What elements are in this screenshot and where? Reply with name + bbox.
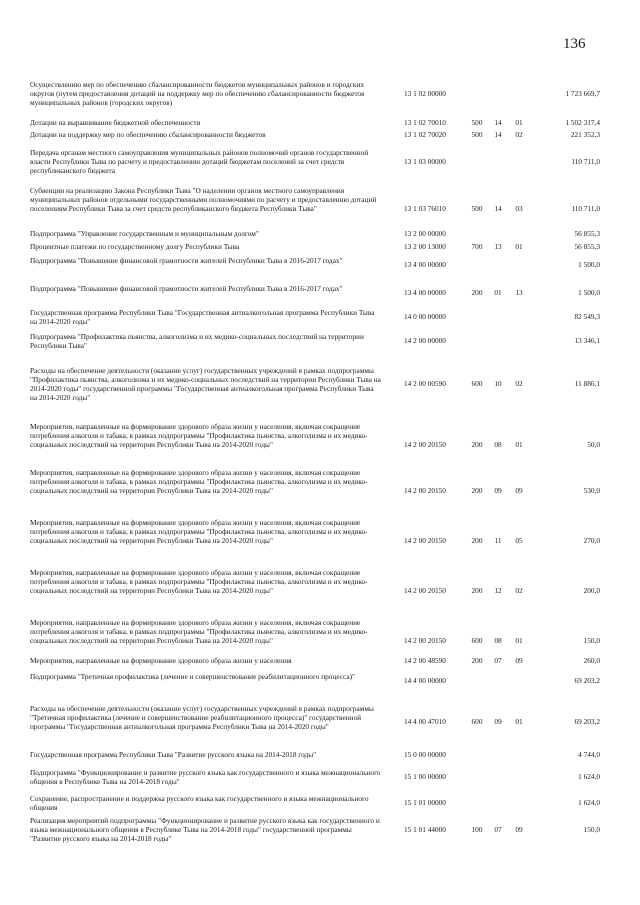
row-expense-type: 200 <box>471 536 483 545</box>
row-name: Осуществлению мер по обеспечению сбалансированности бюджетов муниципальных районов и городских округов (путем предоставления дотаций на поддержку мер по обеспечению сбалансированности бюджетов муниципальных районов (городских округов) <box>30 80 365 107</box>
row-section: 14 <box>494 204 502 213</box>
row-section: 14 <box>494 118 502 127</box>
row-expense-type: 700 <box>471 242 483 251</box>
row-subsection: 01 <box>515 440 523 449</box>
row-amount: 56 855,3 <box>574 242 600 251</box>
row-code: 14 2 00 20150 <box>404 440 446 449</box>
row-subsection: 09 <box>515 656 523 665</box>
row-code: 13 1 02 70010 <box>404 118 446 127</box>
row-section: 09 <box>494 717 502 726</box>
row-expense-type: 500 <box>471 130 483 139</box>
row-name: Мероприятия, направленные на формирование здорового образа жизни у населения, включая сокращение потребления алкоголя и табака, в рамках подпрограммы "Профилактика пьянства, алкоголизма и их медико-социальных последствий на территории Республики Тыва на 2014-2020 годы" <box>30 618 368 645</box>
row-code: 14 2 00 20150 <box>404 536 446 545</box>
row-amount: 11 886,1 <box>574 379 600 388</box>
row-amount: 82 549,3 <box>574 312 600 321</box>
row-amount: 260,0 <box>583 656 600 665</box>
row-name: Подпрограмма "Повышение финансовой грамотности жителей Республики Тыва в 2016-2017 годах" <box>30 284 343 293</box>
row-amount: 150,0 <box>583 825 600 834</box>
row-code: 15 1 01 00000 <box>404 798 446 807</box>
row-name: Расходы на обеспечение деятельности (оказание услуг) государственных учреждений в рамках подпрограммы "Профилактика пьянства, алкоголизма и их медико-социальных последствий на территории Республики Тыва на 2014-2020 годы" государственной программы "Государственная антиалкогольная программа Республики Тыва на 2014-2020 годы" <box>30 366 381 402</box>
row-amount: 110 711,0 <box>571 204 600 213</box>
row-subsection: 01 <box>515 636 523 645</box>
row-code: 13 2 00 00000 <box>404 229 446 238</box>
row-code: 14 2 00 20150 <box>404 586 446 595</box>
row-expense-type: 100 <box>471 825 483 834</box>
row-section: 14 <box>494 130 502 139</box>
row-subsection: 05 <box>515 536 523 545</box>
row-amount: 1 624,0 <box>578 772 600 781</box>
row-code: 13 1 02 00000 <box>404 89 446 98</box>
row-name: Мероприятия, направленные на формирование здорового образа жизни у населения, включая сокращение потребления алкоголя и табака, в рамках подпрограммы "Профилактика пьянства, алкоголизма и их медико-социальных последствий на территории Республики Тыва на 2014-2020 годы" <box>30 568 368 595</box>
row-name: Дотации на поддержку мер по обеспечению сбалансированности бюджетов <box>30 130 266 139</box>
row-name: Реализация мероприятий подпрограммы "Функционирование и развитие русского языка как государственного и языка межнационального общения в Республике Тыва на 2014-2018 годы" государственной программы "Развитие русского языка на 2014-2018 годы" <box>30 816 380 843</box>
row-name: Государственная программа Республики Тыва "Развитие русского языка на 2014-2018 годы" <box>30 750 317 759</box>
row-section: 12 <box>494 586 502 595</box>
row-code: 14 4 00 47010 <box>404 717 446 726</box>
row-code: 13 4 00 00000 <box>404 260 446 269</box>
row-name: Субвенции на реализацию Закона Республики Тыва "О наделении органов местного самоуправления муниципальных районов отдельными государственными полномочиями по расчету и предоставлению дотаций поселениям Республики Тыва за счет средств республиканского бюджета Республики Тыва" <box>30 186 377 213</box>
row-code: 13 1 03 00000 <box>404 157 446 166</box>
row-subsection: 13 <box>515 288 523 297</box>
row-name: Подпрограмма "Функционирование и развитие русского языка как государственного и языка межнационального общения в Республике Тыва на 2014-2018 годы" <box>30 768 381 786</box>
row-amount: 69 203,2 <box>574 676 600 685</box>
row-name: Подпрограмма "Управление государственным и муниципальным долгом" <box>30 229 259 238</box>
row-expense-type: 600 <box>471 717 483 726</box>
row-code: 15 0 00 00000 <box>404 750 446 759</box>
row-subsection: 02 <box>515 586 523 595</box>
row-name: Мероприятия, направленные на формирование здорового образа жизни у населения, включая сокращение потребления алкоголя и табака, в рамках подпрограммы "Профилактика пьянства, алкоголизма и их медико-социальных последствий на территории Республики Тыва на 2014-2020 годы" <box>30 422 368 449</box>
row-expense-type: 600 <box>471 636 483 645</box>
row-name: Подпрограмма "Профилактика пьянства, алкоголизма и их медико-социальных последствий на территории Республики Тыва" <box>30 332 364 350</box>
row-expense-type: 200 <box>471 288 483 297</box>
row-expense-type: 500 <box>471 204 483 213</box>
row-code: 14 2 00 20150 <box>404 486 446 495</box>
row-section: 11 <box>494 536 502 545</box>
row-subsection: 09 <box>515 825 523 834</box>
row-amount: 1 500,0 <box>578 260 600 269</box>
row-amount: 221 352,3 <box>570 130 600 139</box>
row-name: Мероприятия, направленные на формирование здорового образа жизни у населения, включая сокращение потребления алкоголя и табака, в рамках подпрограммы "Профилактика пьянства, алкоголизма и их медико-социальных последствий на территории Республики Тыва на 2014-2020 годы" <box>30 518 368 545</box>
row-code: 14 2 00 48590 <box>404 656 446 665</box>
row-code: 13 4 00 00000 <box>404 288 446 297</box>
row-name: Подпрограмма "Третичная профилактика (лечение и совершенствование реабилитационного процесса)" <box>30 672 355 681</box>
row-expense-type: 500 <box>471 118 483 127</box>
row-amount: 1 723 669,7 <box>565 89 600 98</box>
row-expense-type: 200 <box>471 440 483 449</box>
row-code: 13 2 00 13000 <box>404 242 446 251</box>
row-amount: 1 624,0 <box>578 798 600 807</box>
row-subsection: 01 <box>515 717 523 726</box>
row-name: Государственная программа Республики Тыва "Государственная антиалкогольная программа Республики Тыва на 2014-2020 годы" <box>30 308 375 326</box>
row-subsection: 01 <box>515 118 523 127</box>
row-name: Подпрограмма "Повышение финансовой грамотности жителей Республики Тыва в 2016-2017 годах" <box>30 256 343 265</box>
row-code: 15 1 01 44000 <box>404 825 446 834</box>
row-name: Расходы на обеспечение деятельности (оказание услуг) государственных учреждений в рамках подпрограммы "Третичная профилактика (лечение и совершенствование реабилитационного процесса)" государственной программы "Государственная антиалкогольная программа Республики Тыва на 2014-2020 годы" <box>30 704 374 731</box>
row-amount: 150,0 <box>583 636 600 645</box>
row-section: 10 <box>494 379 502 388</box>
row-code: 14 4 00 00000 <box>404 676 446 685</box>
row-section: 07 <box>494 825 502 834</box>
row-subsection: 09 <box>515 486 523 495</box>
row-code: 14 2 00 00590 <box>404 379 446 388</box>
row-name: Дотации на выравнивание бюджетной обеспеченности <box>30 118 201 127</box>
row-amount: 1 500,0 <box>578 288 600 297</box>
row-section: 08 <box>494 440 502 449</box>
row-amount: 4 744,0 <box>578 750 600 759</box>
row-amount: 13 346,1 <box>574 336 600 345</box>
row-section: 13 <box>494 242 502 251</box>
row-code: 15 1 00 00000 <box>404 772 446 781</box>
row-section: 01 <box>494 288 502 297</box>
row-code: 13 1 02 70020 <box>404 130 446 139</box>
row-name: Передача органам местного самоуправления муниципальных районов полномочий органов государственной власти Республики Тыва по расчету и предоставлению дотаций бюджетам поселений за счет средств республиканского бюджета <box>30 148 369 175</box>
row-section: 08 <box>494 636 502 645</box>
row-name: Мероприятия, направленные на формирование здорового образа жизни у населения <box>30 656 292 665</box>
row-amount: 56 855,3 <box>574 229 600 238</box>
row-name: Сохранение, распространение и поддержка русского языка как государственного и языка межнационального общения <box>30 794 369 812</box>
row-subsection: 02 <box>515 379 523 388</box>
row-section: 07 <box>494 656 502 665</box>
row-name: Мероприятия, направленные на формирование здорового образа жизни у населения, включая сокращение потребления алкоголя и табака, в рамках подпрограммы "Профилактика пьянства, алкоголизма и их медико-социальных последствий на территории Республики Тыва на 2014-2020 годы" <box>30 468 368 495</box>
row-amount: 50,0 <box>587 440 600 449</box>
row-amount: 69 203,2 <box>574 717 600 726</box>
row-code: 14 2 00 20150 <box>404 636 446 645</box>
row-expense-type: 200 <box>471 586 483 595</box>
row-amount: 270,0 <box>583 536 600 545</box>
row-amount: 110 711,0 <box>571 157 600 166</box>
row-code: 13 1 03 76010 <box>404 204 446 213</box>
row-subsection: 03 <box>515 204 523 213</box>
row-section: 09 <box>494 486 502 495</box>
row-amount: 1 502 317,4 <box>565 118 600 127</box>
row-name: Процентные платежи по государственному долгу Республики Тыва <box>30 242 240 251</box>
row-code: 14 0 00 00000 <box>404 312 446 321</box>
row-expense-type: 600 <box>471 379 483 388</box>
row-expense-type: 200 <box>471 656 483 665</box>
row-code: 14 2 00 00000 <box>404 336 446 345</box>
row-amount: 530,0 <box>583 486 600 495</box>
row-expense-type: 200 <box>471 486 483 495</box>
row-subsection: 02 <box>515 130 523 139</box>
row-amount: 200,0 <box>583 586 600 595</box>
page-number: 136 <box>563 36 586 52</box>
row-subsection: 01 <box>515 242 523 251</box>
